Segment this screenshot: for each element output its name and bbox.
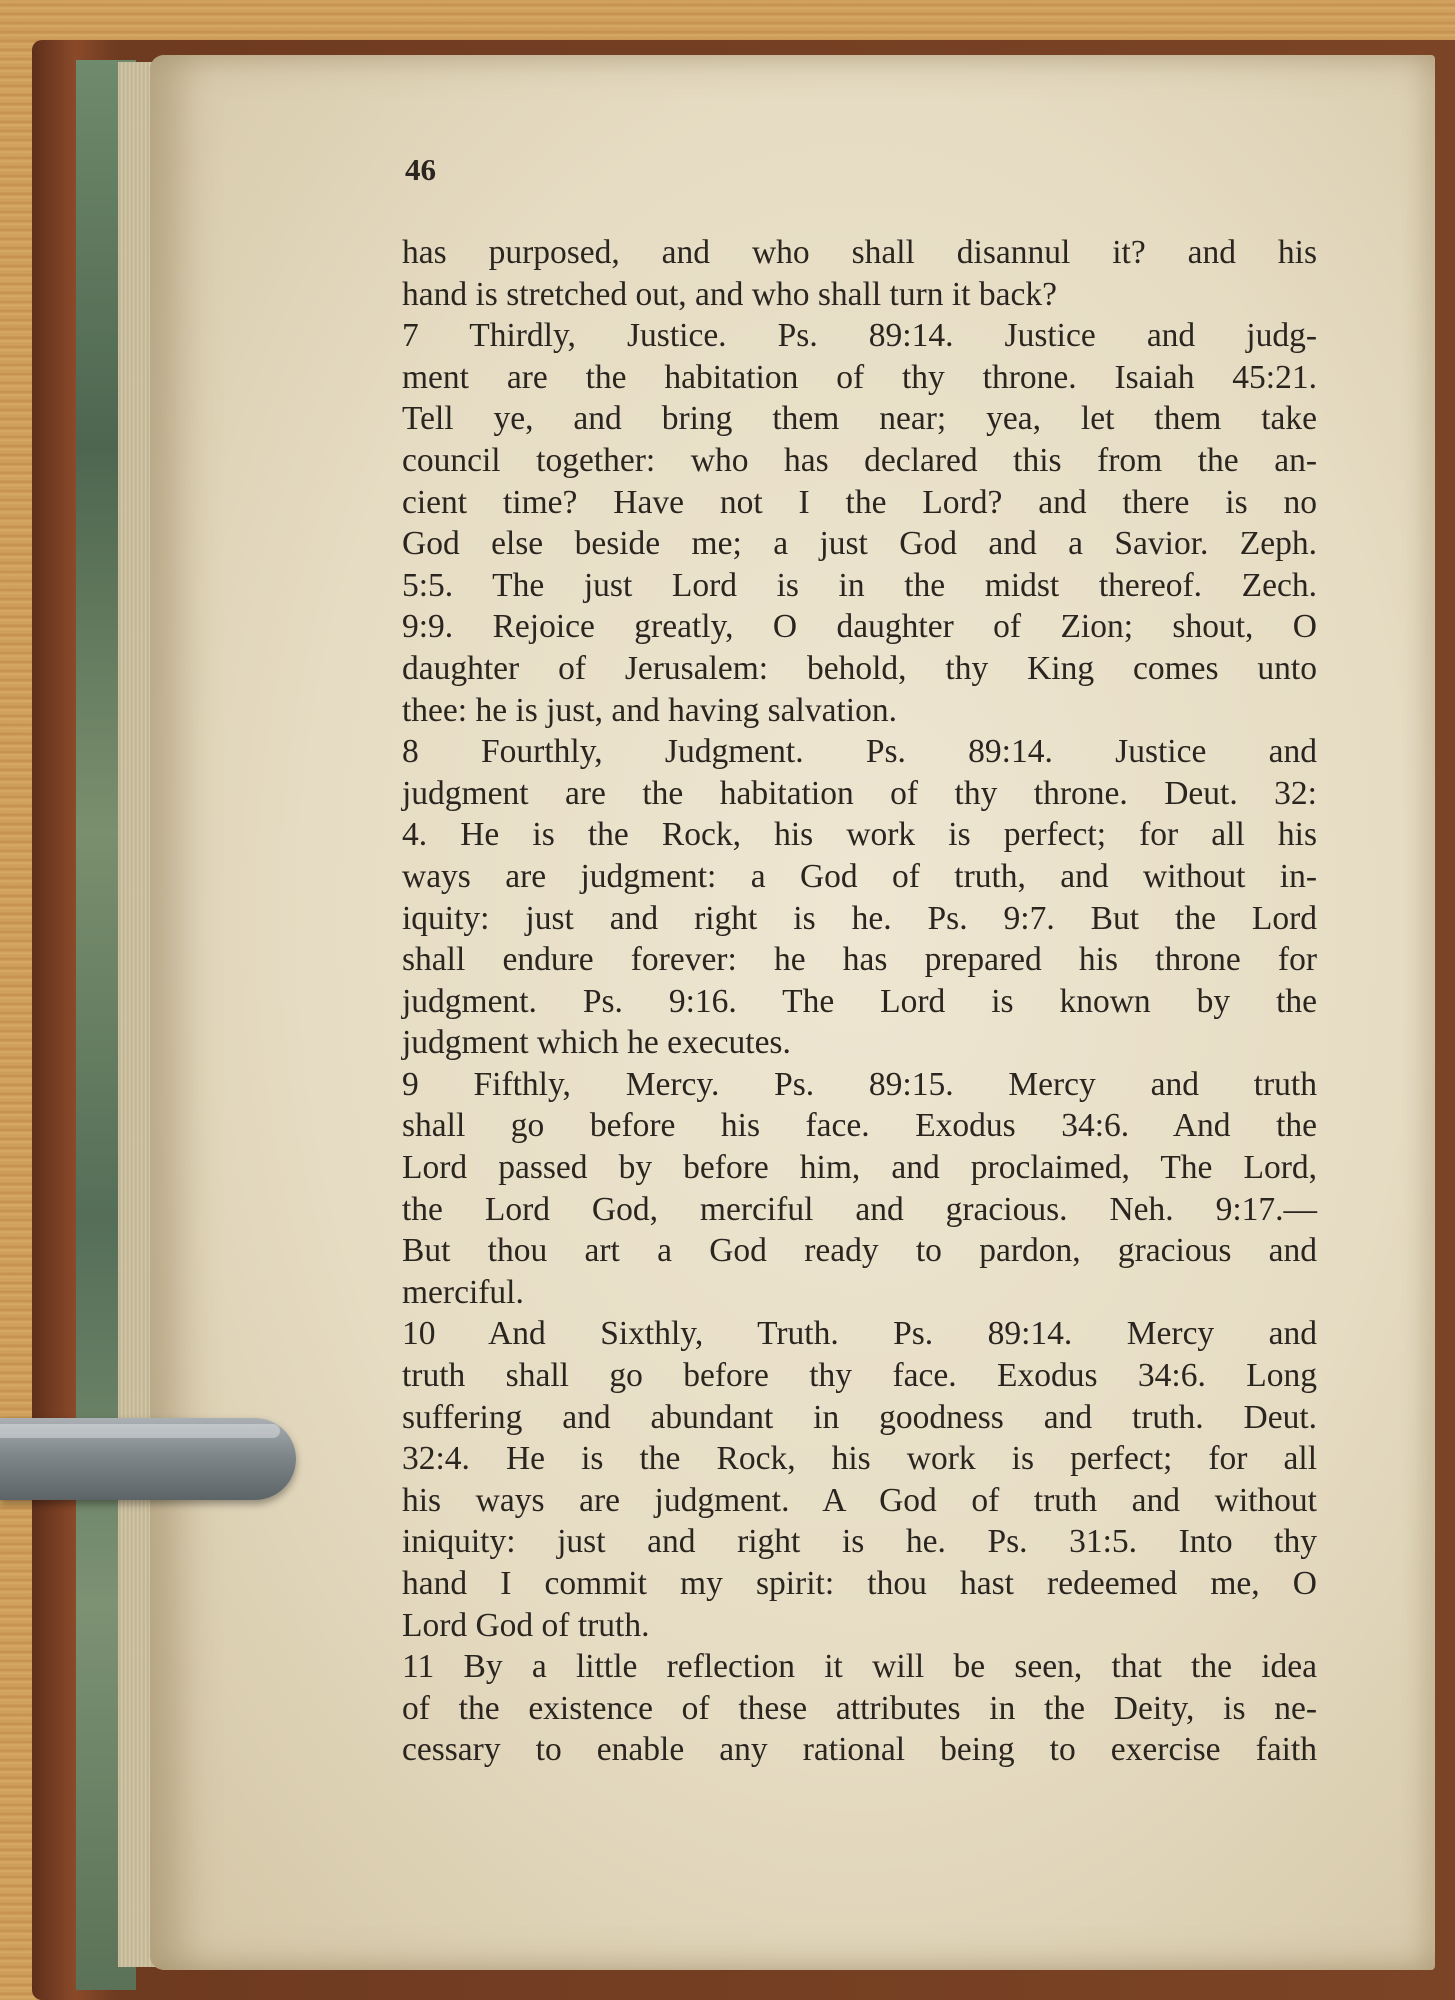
text-line: merciful. xyxy=(402,1273,524,1311)
text-line: Lord passed by before him, and proclaimed, The Lord, xyxy=(402,1149,1317,1187)
text-line: cessary to enable any rational being to exercise faith xyxy=(402,1731,1317,1769)
text-line: his ways are judgment. A God of truth and without xyxy=(402,1481,1317,1519)
text-line: daughter of Jerusalem: behold, thy King comes unto xyxy=(402,649,1317,687)
text-line: 9:9. Rejoice greatly, O daughter of Zion; shout, O xyxy=(402,608,1317,646)
text-line: shall endure forever: he has prepared his throne for xyxy=(402,941,1317,979)
text-line: the Lord God, merciful and gracious. Neh. 9:17.— xyxy=(402,1190,1317,1228)
text-line: thee: he is just, and having salvation. xyxy=(402,691,897,729)
text-line: suffering and abundant in goodness and truth. Deut. xyxy=(402,1398,1317,1436)
text-line: ment are the habitation of thy throne. Isaiah 45:21. xyxy=(402,358,1317,396)
text-line: Lord God of truth. xyxy=(402,1606,650,1644)
text-line: iniquity: just and right is he. Ps. 31:5. Into thy xyxy=(402,1523,1317,1561)
text-line: 7 Thirdly, Justice. Ps. 89:14. Justice and judg- xyxy=(402,317,1317,355)
text-line: judgment. Ps. 9:16. The Lord is known by the xyxy=(402,982,1317,1020)
text-line: judgment which he executes. xyxy=(402,1024,791,1062)
text-line: Tell ye, and bring them near; yea, let them take xyxy=(402,400,1317,438)
text-line: truth shall go before thy face. Exodus 34:6. Long xyxy=(402,1357,1317,1395)
page-number: 46 xyxy=(405,152,436,187)
text-line: hand is stretched out, and who shall turn it back? xyxy=(402,275,1057,313)
text-line: has purposed, and who shall disannul it? and his xyxy=(402,234,1317,271)
text-line: ways are judgment: a God of truth, and without in- xyxy=(402,857,1317,895)
text-line: But thou art a God ready to pardon, gracious and xyxy=(402,1232,1317,1270)
text-line: 5:5. The just Lord is in the midst thereof. Zech. xyxy=(402,566,1317,604)
text-line: 9 Fifthly, Mercy. Ps. 89:15. Mercy and truth xyxy=(402,1065,1317,1103)
text-line: 8 Fourthly, Judgment. Ps. 89:14. Justice and xyxy=(402,733,1317,771)
text-line: judgment are the habitation of thy throne. Deut. 32: xyxy=(402,774,1317,812)
text-line: of the existence of these attributes in the Deity, is ne- xyxy=(402,1689,1317,1727)
text-line: 4. He is the Rock, his work is perfect; for all his xyxy=(402,816,1317,854)
body-text xyxy=(402,232,1317,1771)
text-line: 11 By a little reflection it will be seen, that the idea xyxy=(402,1648,1317,1686)
text-line: iquity: just and right is he. Ps. 9:7. But the Lord xyxy=(402,899,1317,937)
text-line: 32:4. He is the Rock, his work is perfect; for all xyxy=(402,1440,1317,1478)
text-line: 10 And Sixthly, Truth. Ps. 89:14. Mercy and xyxy=(402,1315,1317,1353)
text-line: council together: who has declared this from the an- xyxy=(402,441,1317,479)
text-line: cient time? Have not I the Lord? and there is no xyxy=(402,483,1317,521)
text-line: God else beside me; a just God and a Savior. Zeph. xyxy=(402,525,1317,563)
page-holder-blade xyxy=(0,1418,296,1500)
text-line: hand I commit my spirit: thou hast redeemed me, O xyxy=(402,1565,1317,1602)
text-line: shall go before his face. Exodus 34:6. And the xyxy=(402,1107,1317,1145)
